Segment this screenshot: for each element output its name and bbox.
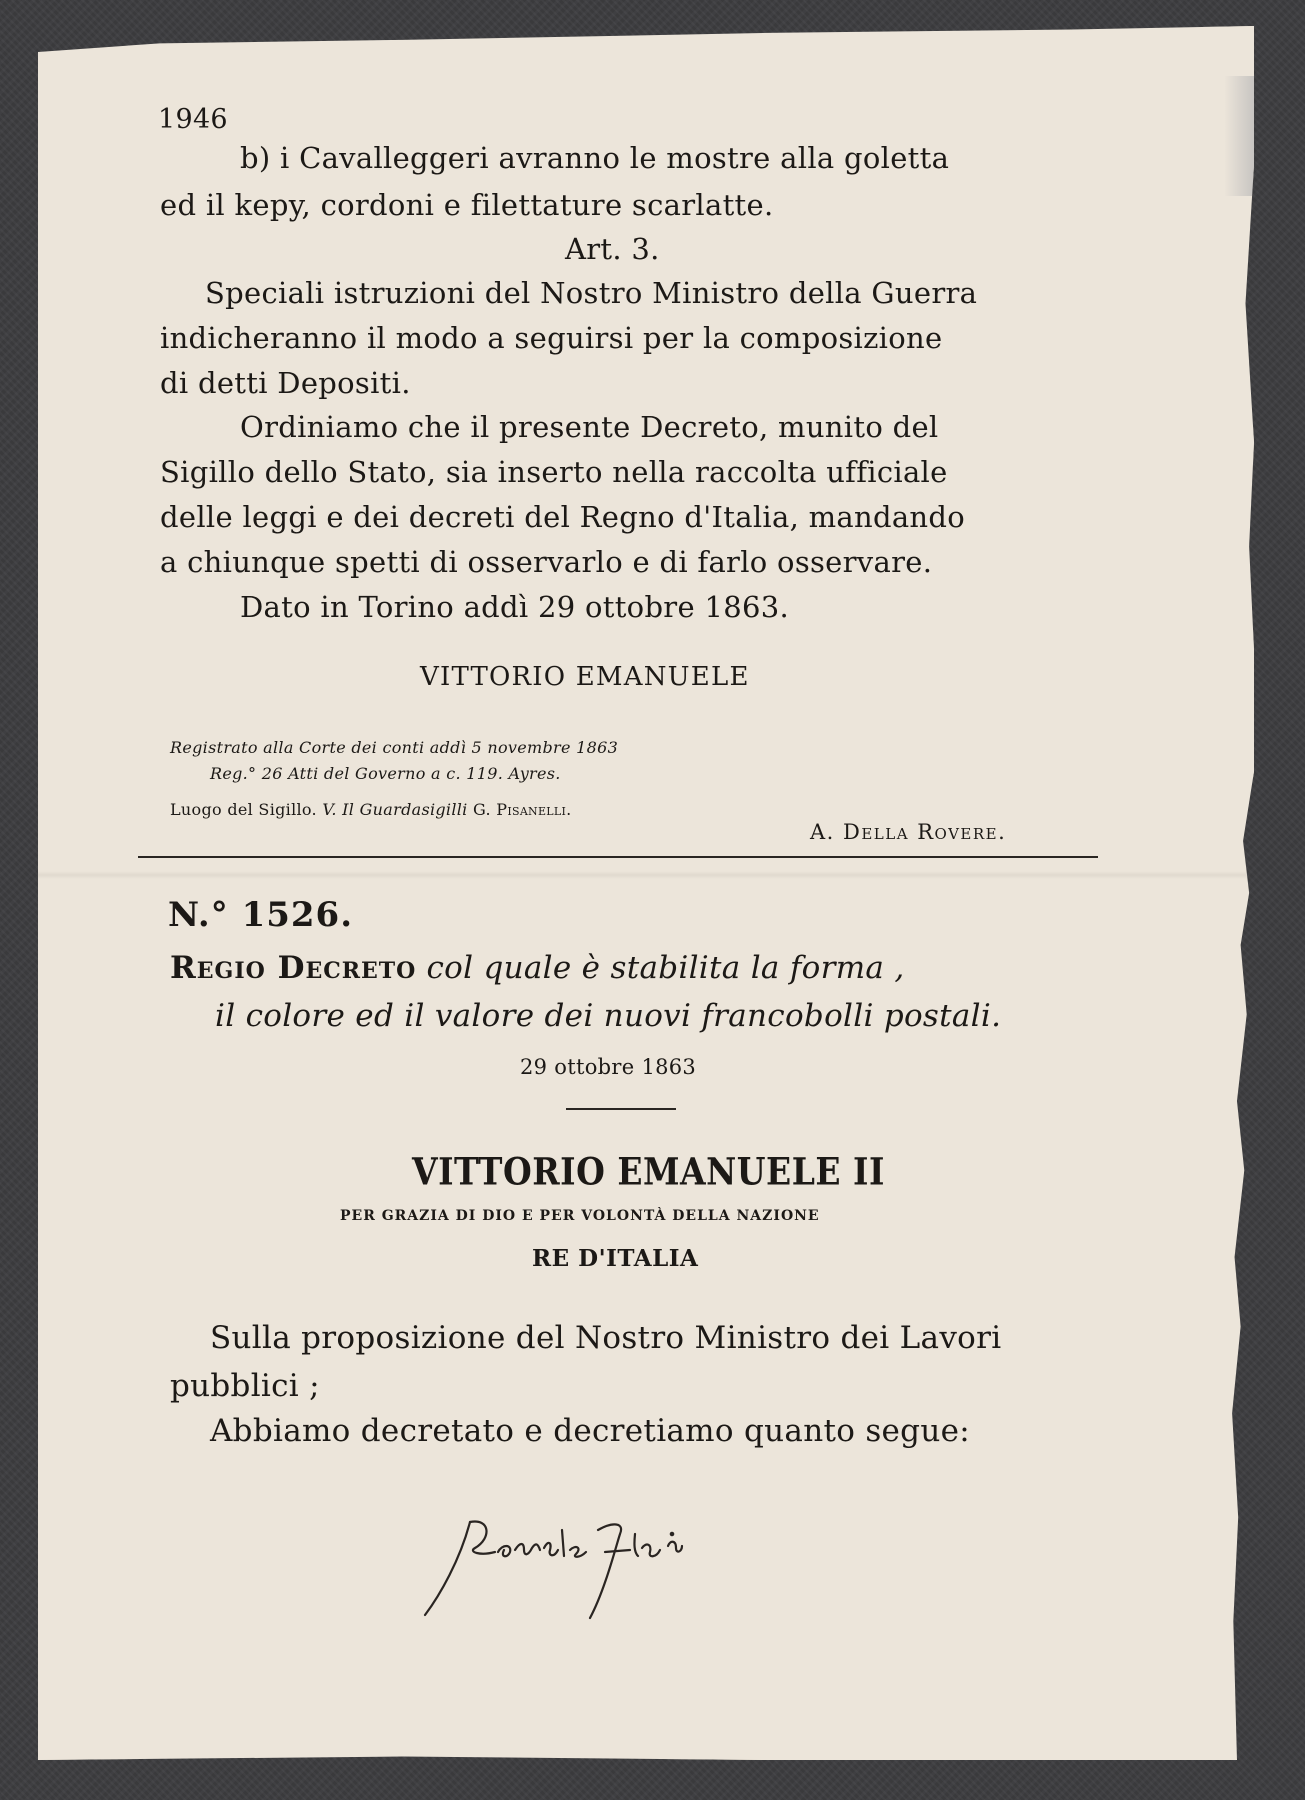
- decree-heading-text: col quale è stabilita la forma ,: [426, 950, 905, 986]
- guardasigilli-label: V. Il Guardasigilli: [322, 800, 468, 819]
- seal-line: [170, 800, 572, 819]
- handwritten-signature: [420, 1500, 750, 1630]
- text-line: indicheranno il modo a seguirsi per la composizione: [160, 321, 943, 355]
- text-line: Ordiniamo che il presente Decreto, munito del: [240, 410, 939, 444]
- article-heading: Art. 3.: [565, 232, 660, 266]
- king-name: VITTORIO EMANUELE II: [412, 1150, 885, 1194]
- text-line: delle leggi e dei decreti del Regno d'Italia, mandando: [160, 500, 966, 534]
- text-line: Sigillo dello Stato, sia inserto nella raccolta ufficiale: [160, 455, 948, 489]
- signer-name: VITTORIO EMANUELE: [420, 662, 750, 692]
- text-line: b) i Cavalleggeri avranno le mostre alla goletta: [240, 141, 950, 175]
- text-line: ed il kepy, cordoni e filettature scarlatte.: [160, 188, 774, 222]
- grace-formula: PER GRAZIA DI DIO E PER VOLONTÀ DELLA NAZIONE: [340, 1208, 820, 1224]
- text-line: Abbiamo decretato e decretiamo quanto segue:: [210, 1413, 970, 1449]
- decree-heading-line: [170, 950, 905, 986]
- date-line: Dato in Torino addì 29 ottobre 1863.: [240, 590, 789, 624]
- decree-heading-title: Regio Decreto: [170, 950, 417, 986]
- edge-stain: [1224, 76, 1254, 196]
- seal-place: Luogo del Sigillo.: [170, 800, 317, 819]
- decree-date: 29 ottobre 1863: [520, 1055, 697, 1079]
- section-divider: [138, 856, 1098, 858]
- page-number: 1946: [158, 104, 228, 135]
- paper-fold: [38, 871, 1254, 879]
- decree-heading-line: il colore ed il valore dei nuovi francobolli postali.: [215, 998, 1002, 1034]
- text-line: pubblici ;: [170, 1368, 320, 1404]
- short-divider: [566, 1108, 676, 1110]
- text-line: a chiunque spetti di osservarlo e di farlo osservare.: [160, 545, 933, 579]
- king-title: RE D'ITALIA: [532, 1245, 699, 1272]
- countersign: A. Della Rovere.: [810, 820, 1007, 844]
- registration-line: Reg.° 26 Atti del Governo a c. 119. Ayres.: [210, 764, 561, 783]
- registration-line: Registrato alla Corte dei conti addì 5 novembre 1863: [170, 738, 619, 757]
- text-line: di detti Depositi.: [160, 366, 411, 400]
- guardasigilli-name: G. Pisanelli.: [472, 800, 572, 819]
- text-line: Sulla proposizione del Nostro Ministro dei Lavori: [210, 1320, 1002, 1356]
- text-line: Speciali istruzioni del Nostro Ministro della Guerra: [205, 276, 978, 310]
- decree-number: N.° 1526.: [168, 895, 354, 935]
